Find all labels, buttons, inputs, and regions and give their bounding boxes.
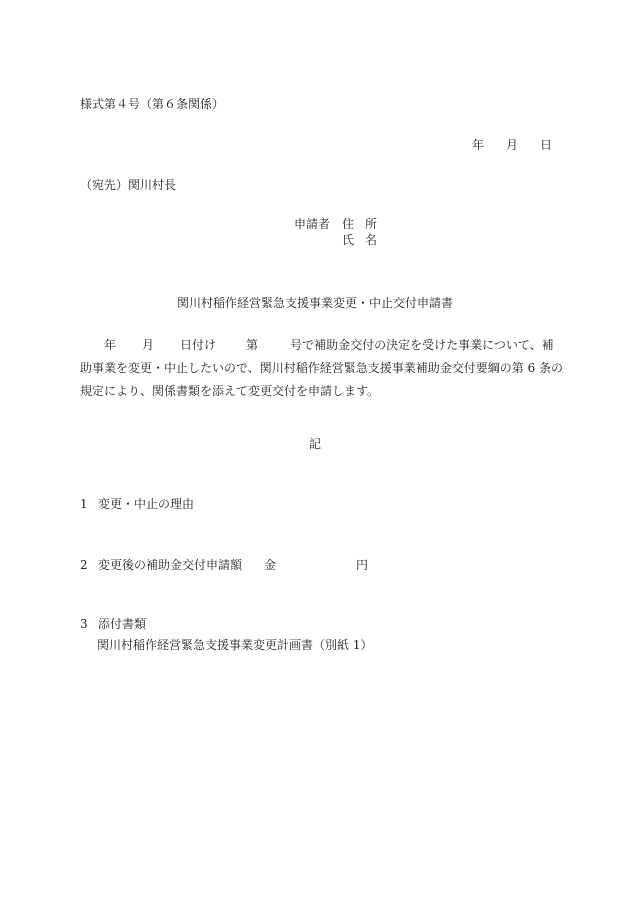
- body-paragraph: [80, 334, 564, 403]
- body-month: 月: [142, 338, 155, 352]
- date-month: 月: [505, 138, 518, 152]
- applicant-role: 申請者: [294, 217, 331, 231]
- item-1-text: 変更・中止の理由: [98, 497, 195, 511]
- item-1-number: 1: [80, 497, 88, 511]
- date-year: 年: [471, 138, 484, 152]
- item-3-text: 添付書類: [98, 617, 147, 631]
- item-2-number: 2: [80, 558, 88, 572]
- address-label-1: 住: [342, 217, 355, 231]
- address-label-2: 所: [365, 217, 378, 231]
- name-label-2: 名: [365, 233, 378, 247]
- item-2-yen: 円: [356, 558, 369, 572]
- date-line: [472, 137, 552, 153]
- item-2-text: 変更後の補助金交付申請額: [98, 558, 243, 572]
- body-line-3: 規定により、関係書類を添えて変更交付を申請します。: [80, 384, 380, 398]
- body-line1-rest: 号で補助金交付の決定を受けた事業について、補: [290, 338, 554, 352]
- item-3-number: 3: [80, 617, 88, 631]
- item-2: [80, 557, 368, 573]
- body-year: 年: [104, 338, 117, 352]
- form-number: 様式第４号（第６条関係）: [80, 97, 225, 111]
- item-3: [80, 616, 146, 632]
- name-label-1: 氏: [342, 233, 355, 247]
- item-1: [80, 496, 194, 512]
- body-day-suffix: 日付け: [180, 338, 217, 352]
- body-number-prefix: 第: [246, 338, 259, 352]
- applicant-address-row: [294, 216, 378, 232]
- date-day: 日: [539, 138, 552, 152]
- addressee: （宛先）関川村長: [80, 178, 177, 192]
- applicant-block: [294, 216, 378, 248]
- applicant-name-row: [294, 232, 378, 248]
- item-3-attachment: 関川村稲作経営緊急支援事業変更計画書（別紙 1）: [97, 638, 373, 652]
- item-2-kin: 金: [264, 558, 277, 572]
- body-line-2: 助事業を変更・中止したいので、関川村稲作経営緊急支援事業補助金交付要綱の第 6 条の: [80, 361, 564, 375]
- document-title: 関川村稲作経営緊急支援事業変更・中止交付申請書: [176, 296, 453, 310]
- body-line-1: [80, 334, 552, 357]
- ki-heading: 記: [308, 437, 321, 451]
